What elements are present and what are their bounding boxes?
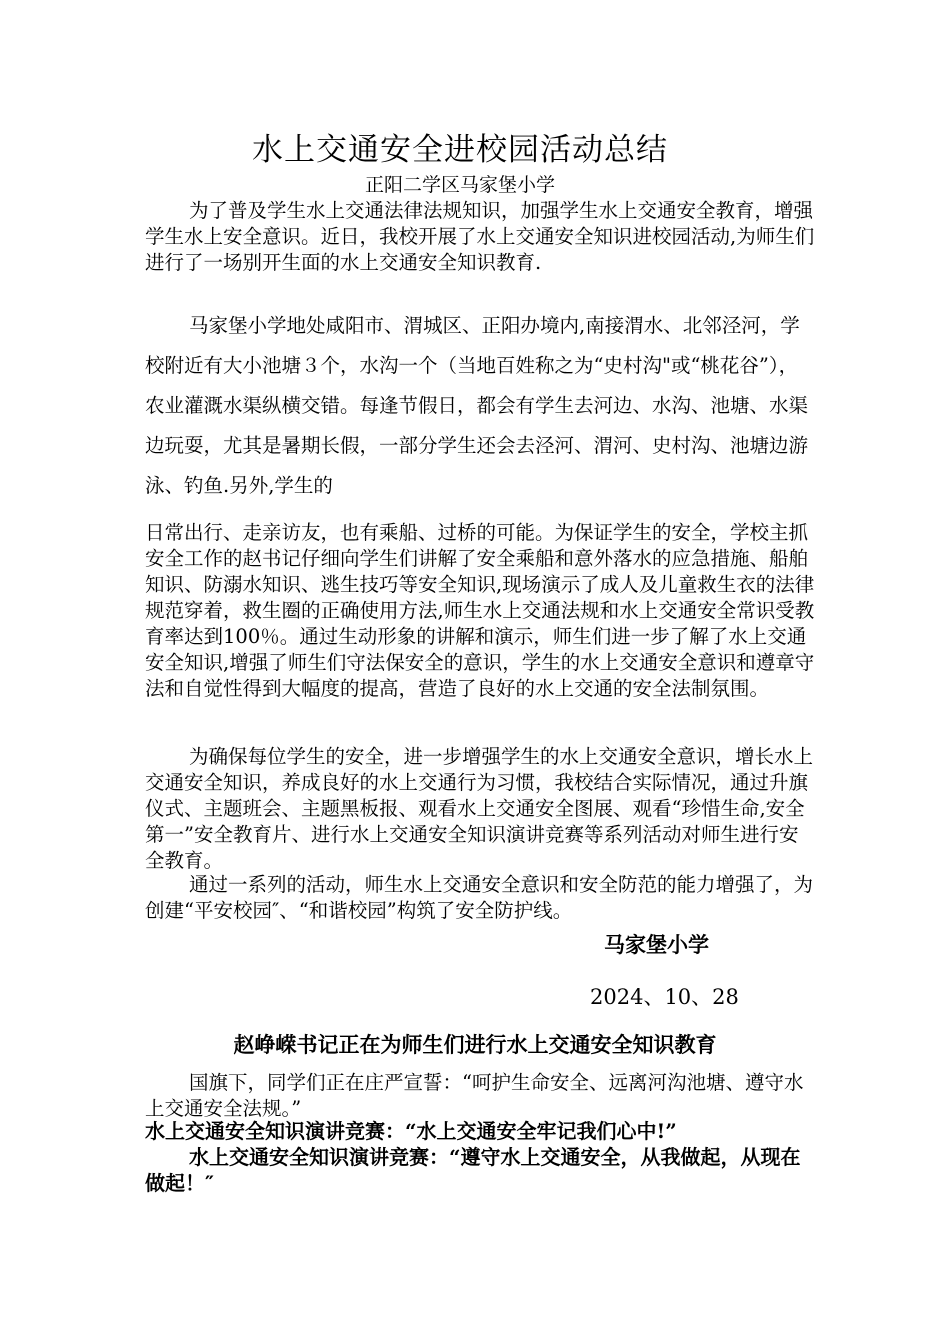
photo-caption-speech-1: 水上交通安全知识演讲竞赛：“水上交通安全牢记我们心中!” — [145, 1119, 677, 1143]
photo-caption-education: 赵峥嵘书记正在为师生们进行水上交通安全知识教育 — [233, 1033, 717, 1057]
paragraph-location: 马家堡小学地处咸阳市、渭城区、正阳办境内,南接渭水、北邻泾河，学校附近有大小池塘３个，水沟一个（当地百姓称之为“史村沟"或“桃花谷”），农业灌溉水渠纵横交错。每逢节假日，都会有学生去河边、水沟、池塘、水渠边玩耍，尤其是暑期长假，一部分学生还会去泾河、渭河、史村沟、池塘边游泳、钓鱼.另外,学生的 — [145, 314, 809, 497]
document-subtitle: 正阳二学区马家堡小学 — [364, 174, 555, 196]
photo-caption-speech-2: 水上交通安全知识演讲竞赛：“遵守水上交通安全，从我做起，从现在做起！″ — [145, 1145, 801, 1195]
paragraph-measures: 为确保每位学生的安全，进一步增强学生的水上交通安全意识，增长水上交通安全知识，养成良好的水上交通行为习惯，我校结合实际情况，通过升旗仪式、主题班会、主题黑板报、观看水上交通安全图展、观看“珍惜生命,安全第一”安全教育片、进行水上交通安全知识演讲竞赛等系列活动对师生进行安全教育。 — [145, 745, 814, 872]
signature-date: 2024、10、28 — [590, 985, 739, 1009]
paragraph-conclusion: 通过一系列的活动，师生水上交通安全意识和安全防范的能力增强了，为创建“平安校园″、“和谐校园”构筑了安全防护线。 — [145, 873, 814, 922]
paragraph-location-continued: 日常出行、走亲访友，也有乘船、过桥的可能。为保证学生的安全，学校主抓安全工作的赵书记仔细向学生们讲解了安全乘船和意外落水的应急措施、船舶知识、防溺水知识、逃生技巧等安全知识,现场演示了成人及儿童救生衣的法律规范穿着，救生圈的正确使用方法,师生水上交通法规和水上交通安全常识受教育率达到100％。通过生动形象的讲解和演示，师生们进一步了解了水上交通安全知识,增强了师生们守法保安全的意识，学生的水上交通安全意识和遵章守法和自觉性得到大幅度的提高，营造了良好的水上交通的安全法制氛围。 — [145, 521, 815, 700]
paragraph-intro: 为了普及学生水上交通法律法规知识，加强学生水上交通安全教育，增强学生水上安全意识。近日，我校开展了水上交通安全知识进校园活动,为师生们进行了一场别开生面的水上交通安全知识教育. — [145, 199, 815, 274]
photo-caption-oath: 国旗下，同学们正在庄严宣誓：“呵护生命安全、远离河沟池塘、遵守水上交通安全法规。” — [145, 1071, 804, 1120]
document-title: 水上交通安全进校园活动总结 — [252, 132, 668, 168]
signature-school: 马家堡小学 — [604, 933, 709, 957]
